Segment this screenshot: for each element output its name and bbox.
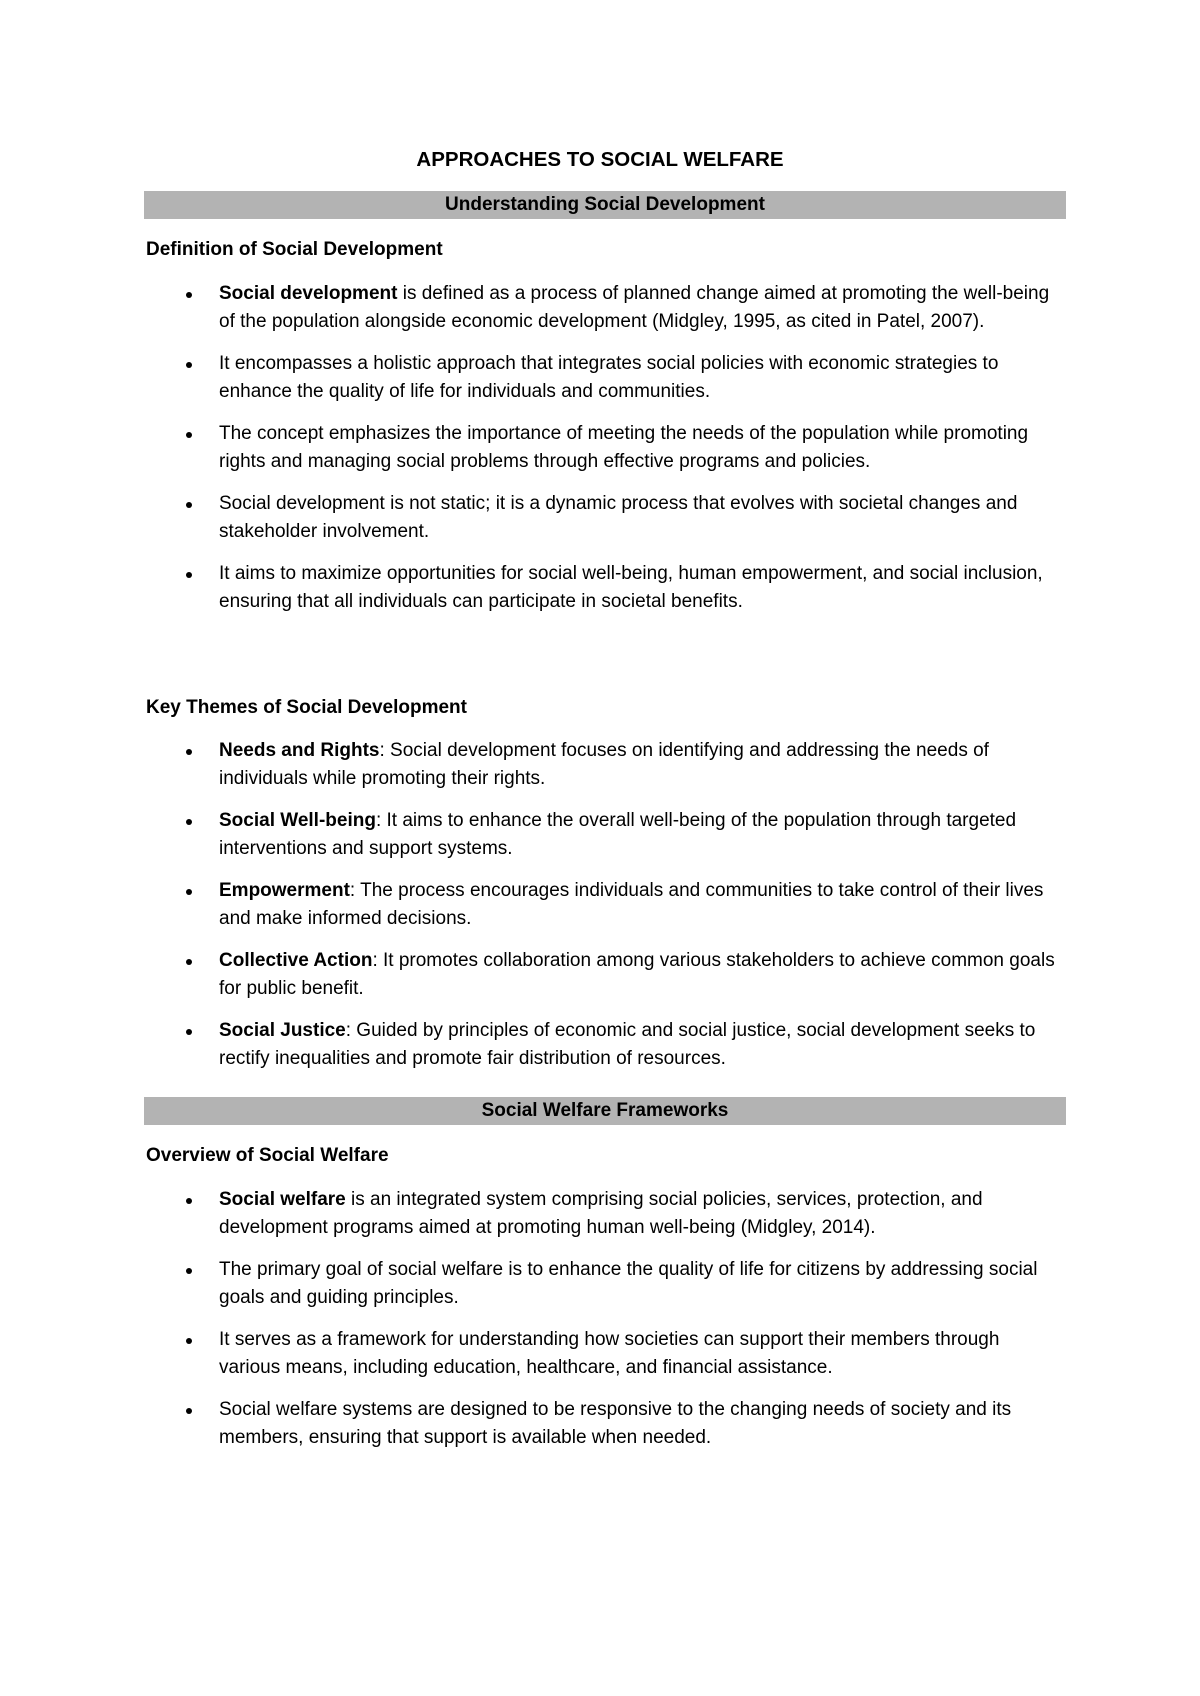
bold-term: Needs and Rights xyxy=(219,740,380,761)
list-item xyxy=(0,1326,1100,1382)
list-item xyxy=(0,490,1100,546)
item-text: : Guided by principles of economic and social justice, social development seeks to rectify inequalities and promote fair distribution of resources. xyxy=(219,1020,1036,1069)
list-item xyxy=(0,737,1100,793)
themes-list xyxy=(0,737,1100,1073)
bullet-icon xyxy=(186,819,192,825)
bullet-icon xyxy=(186,1198,192,1204)
item-text: It aims to maximize opportunities for social well-being, human empowerment, and social inclusion, ensuring that all individuals can participate in societal benefits. xyxy=(219,563,1043,612)
document-title: APPROACHES TO SOCIAL WELFARE xyxy=(416,148,784,171)
bullet-icon xyxy=(186,1268,192,1274)
item-text: : Social development focuses on identifying and addressing the needs of individuals while promoting their rights. xyxy=(219,740,989,789)
list-item xyxy=(0,560,1100,616)
item-text: is defined as a process of planned change aimed at promoting the well-being of the population alongside economic development (Midgley, 1995, as cited in Patel, 2007). xyxy=(219,283,1050,332)
item-text: : It promotes collaboration among various stakeholders to achieve common goals for public benefit. xyxy=(219,950,1055,999)
bullet-icon xyxy=(186,432,192,438)
list-item xyxy=(0,1186,1100,1242)
list-item xyxy=(0,947,1100,1003)
heading-overview: Overview of Social Welfare xyxy=(146,1145,389,1166)
list-item xyxy=(0,350,1100,406)
bold-term: Social Justice xyxy=(219,1020,346,1041)
bold-term: Empowerment xyxy=(219,880,350,901)
bold-term: Social Well-being xyxy=(219,810,376,831)
list-item xyxy=(0,1256,1100,1312)
bullet-icon xyxy=(186,362,192,368)
item-text: is an integrated system comprising social policies, services, protection, and development programs aimed at promoting human well-being (Midgley, 2014). xyxy=(219,1189,983,1238)
section-band-social-welfare-frameworks: Social Welfare Frameworks xyxy=(144,1097,1066,1125)
list-item xyxy=(0,280,1100,336)
list-item xyxy=(0,1396,1100,1452)
definition-list xyxy=(0,280,1100,616)
item-text: Social welfare systems are designed to be responsive to the changing needs of society and its members, ensuring that support is available when needed. xyxy=(219,1399,1012,1448)
item-text: It serves as a framework for understanding how societies can support their members through various means, including education, healthcare, and financial assistance. xyxy=(219,1329,1000,1378)
bold-term: Collective Action xyxy=(219,950,373,971)
heading-definition: Definition of Social Development xyxy=(146,239,443,260)
bullet-icon xyxy=(186,1338,192,1344)
bullet-icon xyxy=(186,1408,192,1414)
list-item xyxy=(0,807,1100,863)
bullet-icon xyxy=(186,889,192,895)
list-item xyxy=(0,420,1100,476)
item-text: : The process encourages individuals and communities to take control of their lives and make informed decisions. xyxy=(219,880,1044,929)
bold-term: Social development xyxy=(219,283,398,304)
bullet-icon xyxy=(186,572,192,578)
item-text: The primary goal of social welfare is to enhance the quality of life for citizens by addressing social goals and guiding principles. xyxy=(219,1259,1038,1308)
heading-key-themes: Key Themes of Social Development xyxy=(146,697,467,718)
overview-list xyxy=(0,1186,1100,1452)
section-band-understanding-social-development: Understanding Social Development xyxy=(144,191,1066,219)
item-text: It encompasses a holistic approach that integrates social policies with economic strategies to enhance the quality of life for individuals and communities. xyxy=(219,353,999,402)
bold-term: Social welfare xyxy=(219,1189,346,1210)
bullet-icon xyxy=(186,502,192,508)
item-text: Social development is not static; it is a dynamic process that evolves with societal changes and stakeholder involvement. xyxy=(219,493,1018,542)
bullet-icon xyxy=(186,749,192,755)
bullet-icon xyxy=(186,959,192,965)
list-item xyxy=(0,1017,1100,1073)
item-text: The concept emphasizes the importance of meeting the needs of the population while promoting rights and managing social problems through effective programs and policies. xyxy=(219,423,1029,472)
item-text: : It aims to enhance the overall well-being of the population through targeted interventions and support systems. xyxy=(219,810,1017,859)
bullet-icon xyxy=(186,1029,192,1035)
list-item xyxy=(0,877,1100,933)
bullet-icon xyxy=(186,292,192,298)
